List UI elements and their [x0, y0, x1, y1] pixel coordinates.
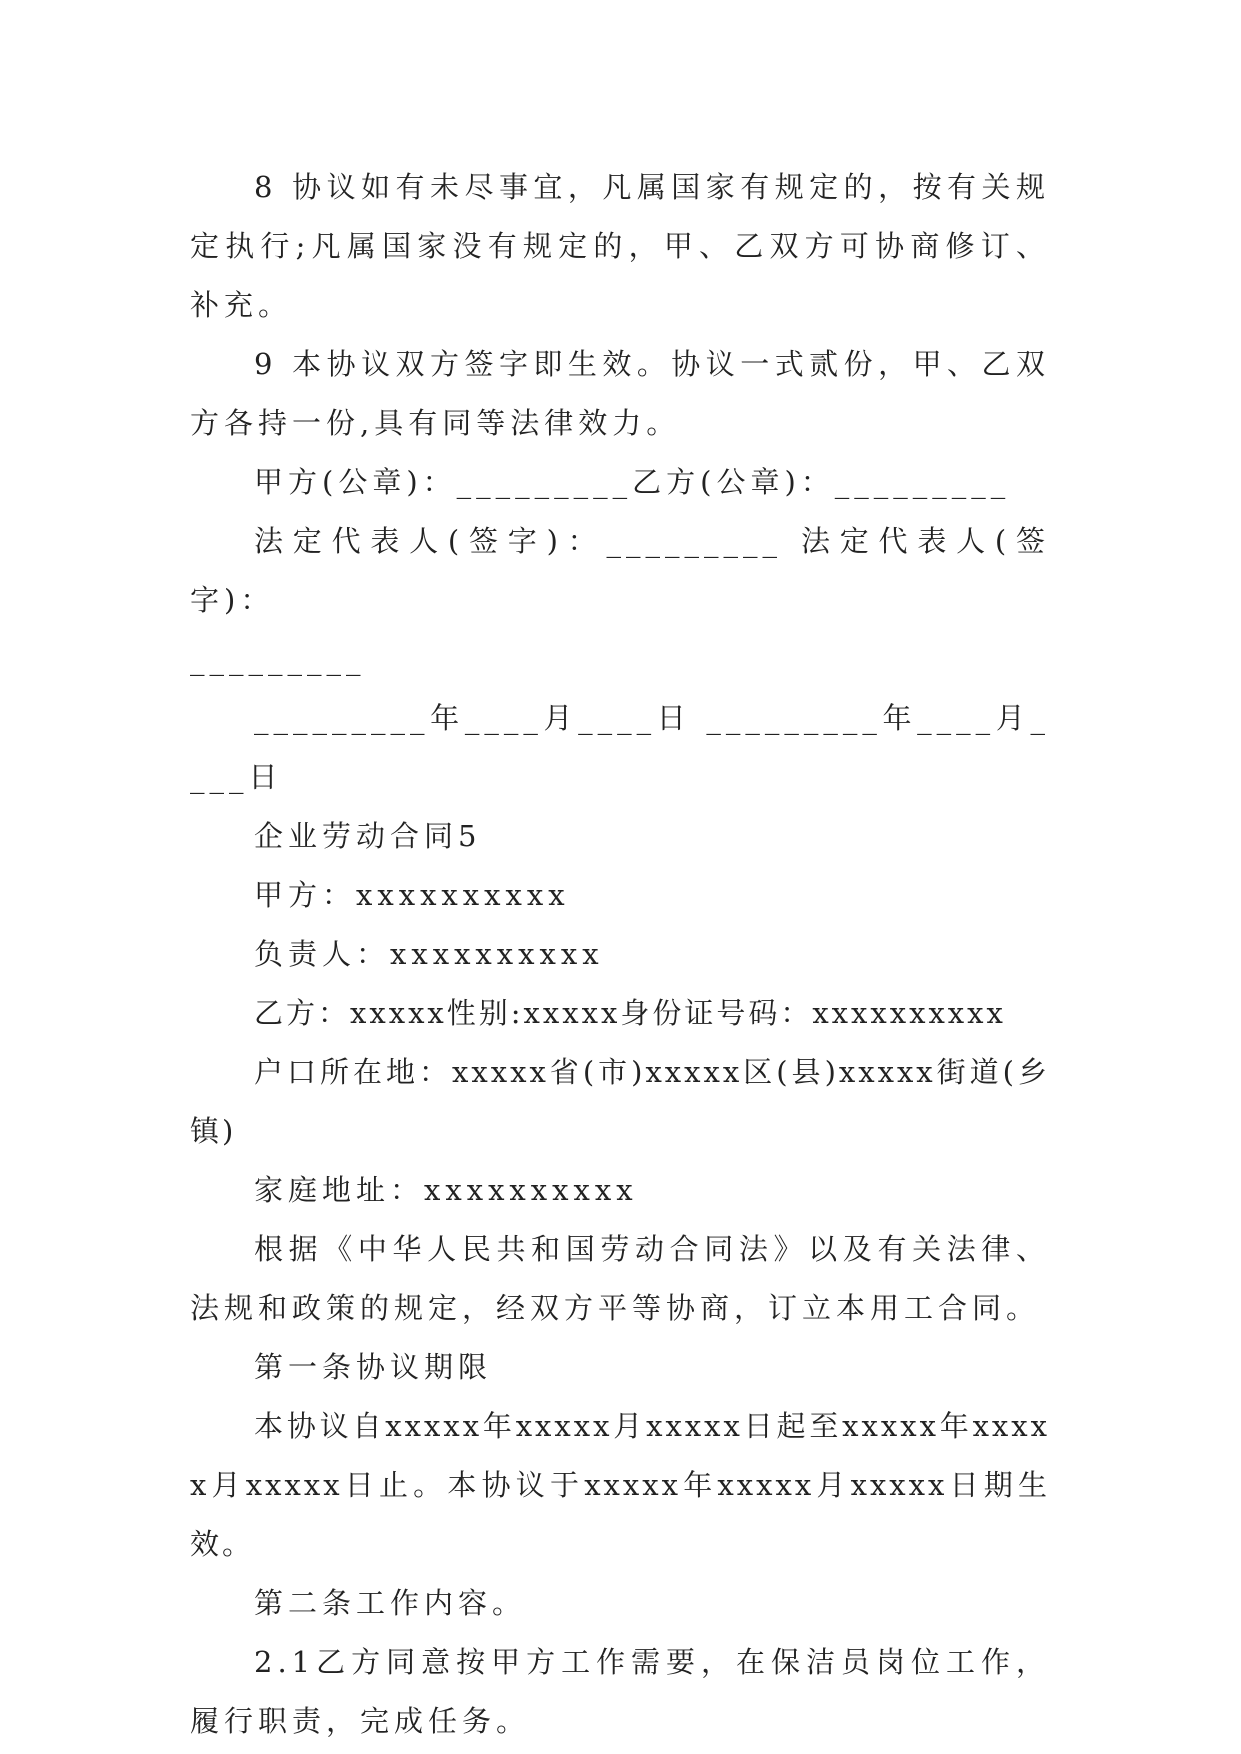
document-body: [190, 158, 1050, 1751]
clause-8-paragraph: 8 协议如有未尽事宜，凡属国家有规定的，按有关规定执行;凡属国家没有规定的，甲、乙双方可协商修订、补充。: [190, 170, 1050, 322]
responsible-person-line: 负责人：xxxxxxxxxx: [254, 937, 604, 971]
contract-title: 企业劳动合同5: [254, 819, 482, 853]
household-registration-line: 户口所在地：xxxxx省(市)xxxxx区(县)xxxxx街道(乡镇): [190, 1055, 1050, 1148]
party-seal-line: 甲方(公章)：_________乙方(公章)：_________: [254, 465, 1011, 499]
date-line: _________年____月____日 _________年____月____日: [190, 701, 1050, 794]
legal-rep-signature-line: 法定代表人(签字)：_________ 法定代表人(签字)：: [190, 524, 1050, 617]
signature-blank-line: _________: [190, 642, 366, 676]
article-1-paragraph: 本协议自xxxxx年xxxxx月xxxxx日起至xxxxx年xxxxx月xxxxx日止。本协议于xxxxx年xxxxx月xxxxx日期生效。: [190, 1409, 1050, 1561]
party-a-line: 甲方：xxxxxxxxxx: [254, 878, 570, 912]
clause-9-paragraph: 9 本协议双方签字即生效。协议一式贰份，甲、乙双方各持一份,具有同等法律效力。: [190, 347, 1050, 440]
article-1-heading: 第一条协议期限: [254, 1350, 493, 1384]
home-address-line: 家庭地址：xxxxxxxxxx: [254, 1173, 638, 1207]
legal-basis-paragraph: 根据《中华人民共和国劳动合同法》以及有关法律、法规和政策的规定，经双方平等协商，订立本用工合同。: [190, 1232, 1050, 1325]
party-b-line: 乙方：xxxxx性别:xxxxx身份证号码：xxxxxxxxxx: [254, 996, 1006, 1030]
article-2-heading: 第二条工作内容。: [254, 1586, 527, 1620]
article-2-1-paragraph: 2.1乙方同意按甲方工作需要，在保洁员岗位工作，履行职责，完成任务。: [190, 1645, 1050, 1738]
